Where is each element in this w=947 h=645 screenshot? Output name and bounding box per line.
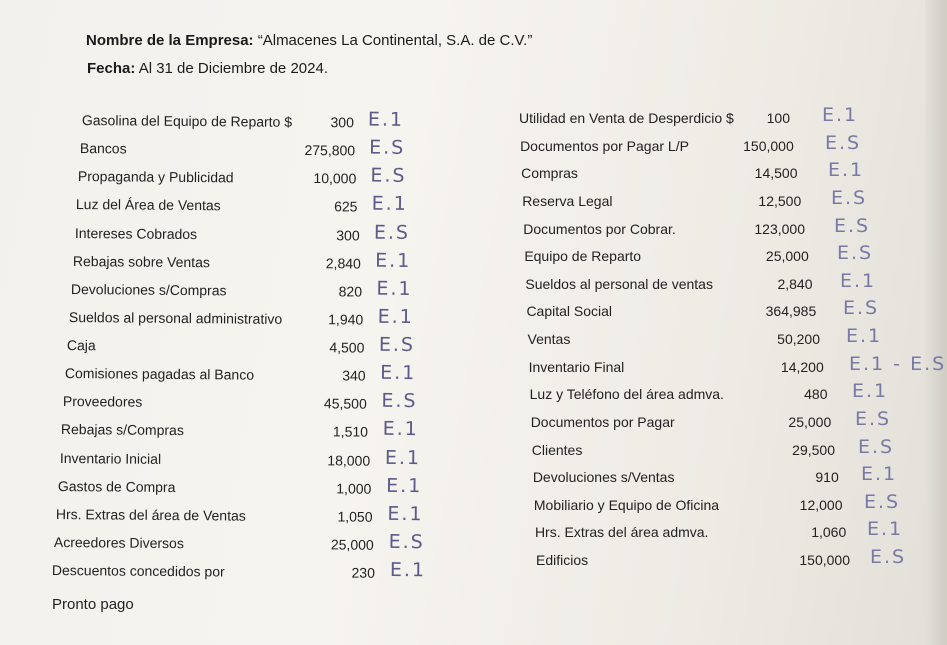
handwritten-classification-mark: E.1 [822,104,859,126]
handwritten-classification-mark: E.1 [374,249,412,272]
handwritten-classification-mark: E.S [388,530,425,554]
account-amount: 820 [338,283,362,300]
account-name: Comisiones pagadas al Banco [64,365,255,383]
account-amount: 300 [330,114,354,131]
account-amount: 18,000 [326,451,370,469]
handwritten-classification-mark: E.S [378,333,416,357]
account-amount: 25,000 [788,413,832,430]
account-amount: 910 [815,469,839,486]
account-amount: 25,000 [765,248,809,265]
account-name: Documentos por Cobrar. [523,220,676,237]
account-amount: 1,510 [333,423,369,441]
handwritten-classification-mark: E.S [855,407,892,430]
account-name: Hrs. Extras del área de Ventas [55,505,246,524]
account-amount: 29,500 [792,441,835,458]
account-name: Acreedores Diversos [53,533,184,552]
handwritten-classification-mark: E.S [373,221,410,244]
account-name: Rebajas s/Compras [61,421,185,439]
account-amount: 100 [766,110,790,126]
account-name: Devoluciones s/Compras [70,280,227,299]
account-name: Devoluciones s/Ventas [532,469,675,486]
handwritten-classification-mark: E.S [381,390,418,413]
account-name: Sueldos al personal administrativo [68,308,283,327]
account-name: Equipo de Reparto [524,248,642,265]
company-name: “Almacenes La Continental, S.A. de C.V.” [257,32,533,49]
account-amount: 300 [335,226,360,243]
account-amount: 1,060 [811,524,847,541]
account-amount: 150,000 [743,137,794,154]
date-line [87,60,328,77]
handwritten-classification-mark: E.1 [384,446,421,469]
account-name: Documentos por Pagar [530,413,675,430]
account-name: Ventas [527,331,571,347]
handwritten-classification-mark: E.S [825,131,862,154]
account-name: Gasolina del Equipo de Reparto $ [81,112,293,130]
account-amount: 1,000 [335,480,372,497]
handwritten-classification-mark: E.1 [367,108,405,131]
handwritten-classification-mark: E.1 [389,558,427,582]
account-amount: 4,500 [329,339,365,356]
account-name: Documentos por Pagar L/P [520,137,689,154]
account-amount: 364,985 [765,303,817,320]
account-name: Sueldos al personal de ventas [525,275,713,292]
account-name: Caja [66,337,96,354]
account-amount: 14,200 [780,358,824,375]
account-name: Utilidad en Venta de Desperdicio $ [519,110,734,126]
account-amount: 12,500 [758,192,802,209]
account-amount: 50,200 [777,331,820,347]
account-name: Rebajas sobre Ventas [72,252,210,270]
account-amount: 230 [351,564,375,581]
account-amount: 25,000 [330,536,374,553]
account-name: Hrs. Extras del área admva. [534,524,709,541]
account-amount: 2,840 [777,275,813,292]
paper-edge [925,0,947,645]
account-amount: 14,500 [754,165,798,182]
account-amount: 275,800 [304,142,356,159]
account-name: Descuentos concedidos por [51,562,225,580]
account-amount: 1,940 [327,311,364,328]
account-name: Clientes [531,441,583,458]
handwritten-classification-mark: E.1 [387,502,424,525]
account-amount: 10,000 [313,170,357,187]
account-name: Luz del Área de Ventas [76,196,222,214]
account-name: Edificios [536,552,589,568]
date-label: Fecha: [87,60,136,77]
handwritten-classification-mark: E.S [369,136,406,159]
account-amount: 150,000 [799,552,850,568]
handwritten-classification-mark: E.1 [380,361,417,385]
account-amount: 1,050 [337,508,373,525]
handwritten-classification-mark: E.S [870,546,907,568]
handwritten-classification-mark: E.1 - E.S [849,352,947,375]
account-name: Propaganda y Publicidad [78,168,234,186]
handwritten-classification-mark: E.1 [382,418,420,441]
account-name: Capital Social [526,303,613,320]
account-name: Gastos de Compra [57,477,176,495]
account-amount: 480 [804,386,828,403]
company-line [86,32,532,49]
account-name: Bancos [79,140,127,157]
account-name: Compras [521,165,578,182]
handwritten-classification-mark: E.1 [385,474,423,497]
account-amount: 12,000 [799,496,843,513]
handwritten-classification-mark: E.1 [867,518,904,541]
handwritten-classification-mark: E.1 [840,269,877,292]
company-label: Nombre de la Empresa: [86,32,254,49]
account-name: Intereses Cobrados [74,224,197,242]
date-value: Al 31 de Diciembre de 2024. [138,60,328,77]
handwritten-classification-mark: E.S [858,435,895,458]
handwritten-classification-mark: E.S [837,242,874,265]
handwritten-classification-mark: E.1 [371,192,409,216]
handwritten-classification-mark: E.1 [846,325,883,347]
account-name: Reserva Legal [522,192,613,209]
handwritten-classification-mark: E.1 [861,463,898,486]
handwritten-classification-mark: E.1 [852,380,889,403]
account-name: Inventario Inicial [59,449,161,467]
handwritten-classification-mark: E.S [843,297,880,320]
handwritten-classification-mark: E.S [370,164,407,188]
handwritten-classification-mark: E.S [834,214,871,237]
handwritten-classification-mark: E.1 [828,159,865,182]
account-name: Luz y Teléfono del área admva. [529,386,724,403]
handwritten-classification-mark: E.S [864,490,901,513]
continuation-text: Pronto pago [52,596,134,613]
account-amount: 45,500 [324,395,368,412]
account-amount: 625 [334,198,358,215]
handwritten-classification-mark: E.1 [377,305,414,328]
account-amount: 123,000 [754,220,805,237]
account-amount: 2,840 [325,254,361,272]
account-name: Proveedores [63,393,143,410]
account-amount: 340 [342,367,366,384]
account-name: Mobiliario y Equipo de Oficina [533,496,720,513]
handwritten-classification-mark: E.1 [376,277,413,300]
account-name: Inventario Final [528,358,625,375]
handwritten-classification-mark: E.S [831,186,868,209]
